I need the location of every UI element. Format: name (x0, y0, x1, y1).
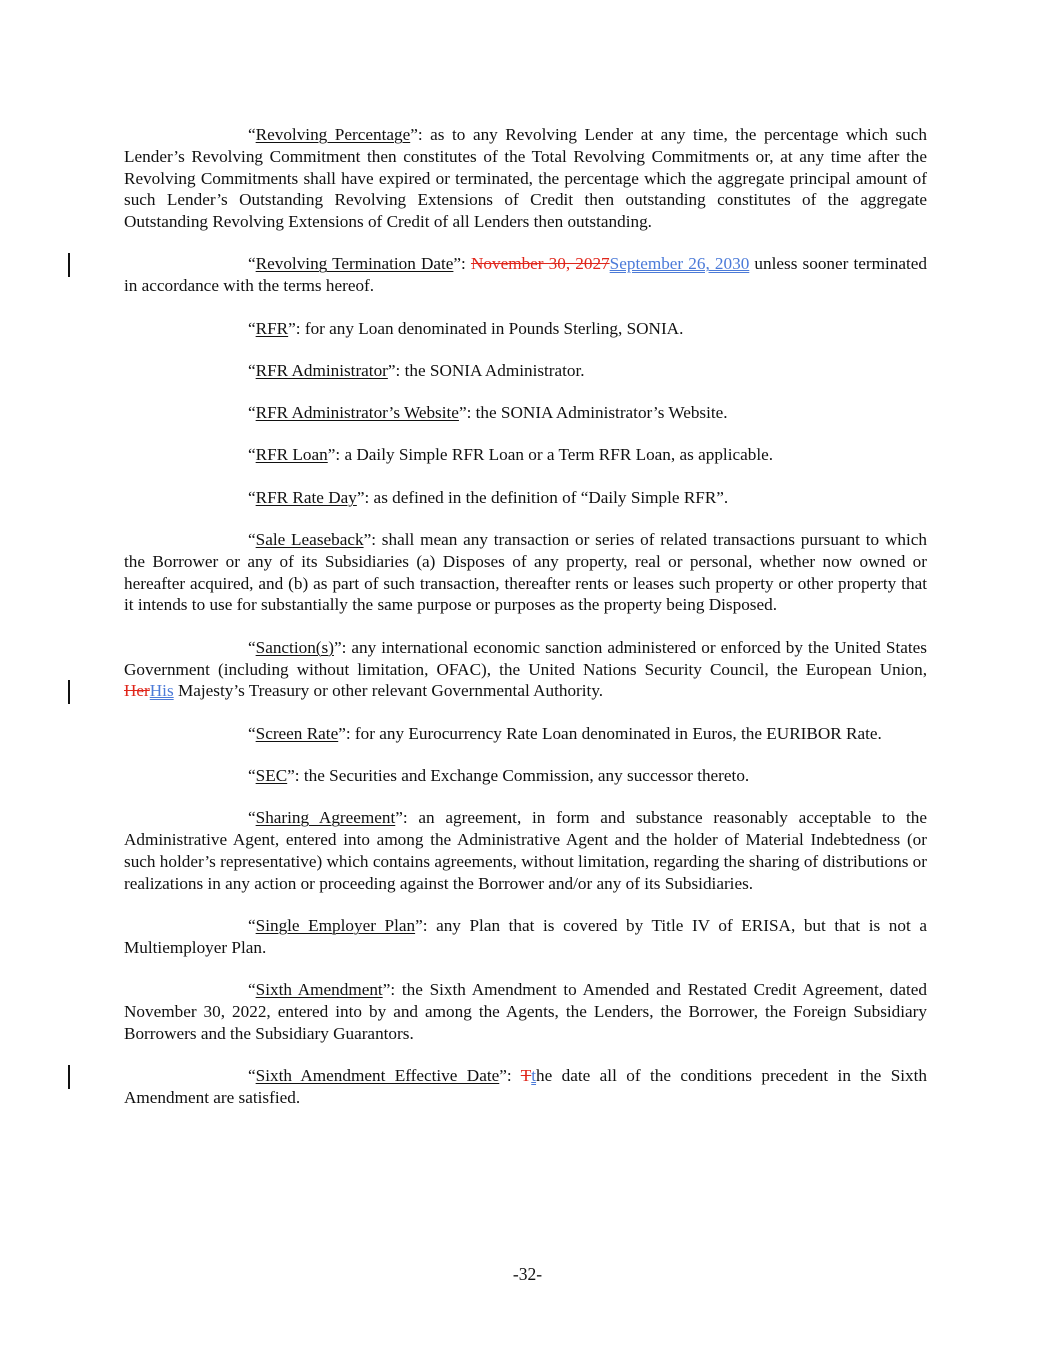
change-bar (68, 680, 70, 704)
definition-sec: “SEC”: the Securities and Exchange Commission, any successor thereto. (248, 765, 750, 785)
definition-rfr-rate-day: “RFR Rate Day”: as defined in the definition of “Daily Simple RFR”. (248, 487, 729, 507)
definition-sixth-amendment-effective-date: “Sixth Amendment Effective Date”: Tthe date all of the conditions precedent in the Sixth Amendment are satisfied. (124, 1065, 927, 1109)
defined-term: RFR (255, 318, 289, 338)
defined-term: Sharing Agreement (255, 808, 396, 828)
page-number: -32- (512, 1264, 543, 1284)
definition-sixth-amendment: “Sixth Amendment”: the Sixth Amendment to Amended and Restated Credit Agreement, dated November 30, 2022, entered into by and among the Agents, the Lenders, the Borrower, the Foreign Subsidiary Borrowers and the Subsidiary Guarantors. (124, 980, 927, 1043)
document-body (124, 124, 927, 1129)
inserted-text: His (149, 681, 174, 701)
definition-screen-rate: “Screen Rate”: for any Eurocurrency Rate Loan denominated in Euros, the EURIBOR Rate. (248, 723, 882, 743)
change-bar (68, 253, 70, 277)
definition-single-employer-plan: “Single Employer Plan”: any Plan that is covered by Title IV of ERISA, but that is not a Multiemployer Plan. (124, 915, 927, 957)
deleted-text: Her (124, 681, 150, 701)
definition-revolving-termination-date: “Revolving Termination Date”: November 30, 2027September 26, 2030 unless sooner terminated in accordance with the terms hereof. (124, 253, 927, 297)
defined-term: Single Employer Plan (255, 915, 416, 935)
definition-rfr-administrators-website: “RFR Administrator’s Website”: the SONIA Administrator’s Website. (248, 403, 728, 423)
change-bar (68, 1065, 70, 1089)
defined-term: Sixth Amendment (255, 980, 383, 1000)
defined-term: RFR Loan (255, 445, 328, 465)
definition-sale-leaseback: “Sale Leaseback”: shall mean any transaction or series of related transactions pursuant to which the Borrower or any of its Subsidiaries (a) Disposes of any property, real or personal, whether now owned or hereafter acquired, and (b) as part of such transaction, thereafter rents or leases such property or other property that it intends to use for substantially the same purpose or purposes as the property being Disposed. (124, 530, 927, 615)
deleted-text: November 30, 2027 (470, 254, 610, 274)
definition-rfr: “RFR”: for any Loan denominated in Pounds Sterling, SONIA. (248, 318, 684, 338)
defined-term: Sixth Amendment Effective Date (255, 1065, 500, 1085)
defined-term: Revolving Percentage (255, 125, 411, 144)
defined-term: Screen Rate (255, 723, 339, 743)
defined-term: Sanction(s) (255, 637, 334, 657)
inserted-text: t (531, 1065, 537, 1085)
defined-term: RFR Administrator’s Website (255, 403, 459, 423)
defined-term: Sale Leaseback (255, 530, 364, 550)
inserted-text: September 26, 2030 (609, 254, 750, 274)
defined-term: SEC (255, 765, 288, 785)
deleted-text: T (520, 1065, 532, 1085)
definition-rfr-administrator: “RFR Administrator”: the SONIA Administrator. (248, 360, 585, 380)
defined-term: Revolving Termination Date (255, 254, 454, 274)
definition-revolving-percentage: “Revolving Percentage”: as to any Revolving Lender at any time, the percentage which such Lender’s Revolving Commitment then constitutes of the Total Revolving Commitments or, at any time after the Revolving Commitments shall have expired or terminated, the percentage which the aggregate principal amount of such Lender’s Outstanding Revolving Extensions of Credit then outstanding constitutes of the aggregate Outstanding Revolving Extensions of Credit of all Lenders then outstanding. (124, 125, 927, 232)
defined-term: RFR Administrator (255, 360, 388, 380)
definition-sharing-agreement: “Sharing Agreement”: an agreement, in form and substance reasonably acceptable to the Administrative Agent, entered into among the Administrative Agent and the holder of Material Indebtedness (or such holder’s representative) which contains agreements, without limitation, regarding the sharing of distributions or realizations in any action or proceeding against the Borrower and/or any of its Subsidiaries. (124, 808, 928, 893)
definition-sanctions: “Sanction(s)”: any international economic sanction administered or enforced by the United States Government (including without limitation, OFAC), the United Nations Security Council, the European Union, HerHis Majesty’s Treasury or other relevant Governmental Authority. (124, 637, 927, 702)
defined-term: RFR Rate Day (255, 487, 357, 507)
definition-rfr-loan: “RFR Loan”: a Daily Simple RFR Loan or a Term RFR Loan, as applicable. (248, 445, 774, 465)
